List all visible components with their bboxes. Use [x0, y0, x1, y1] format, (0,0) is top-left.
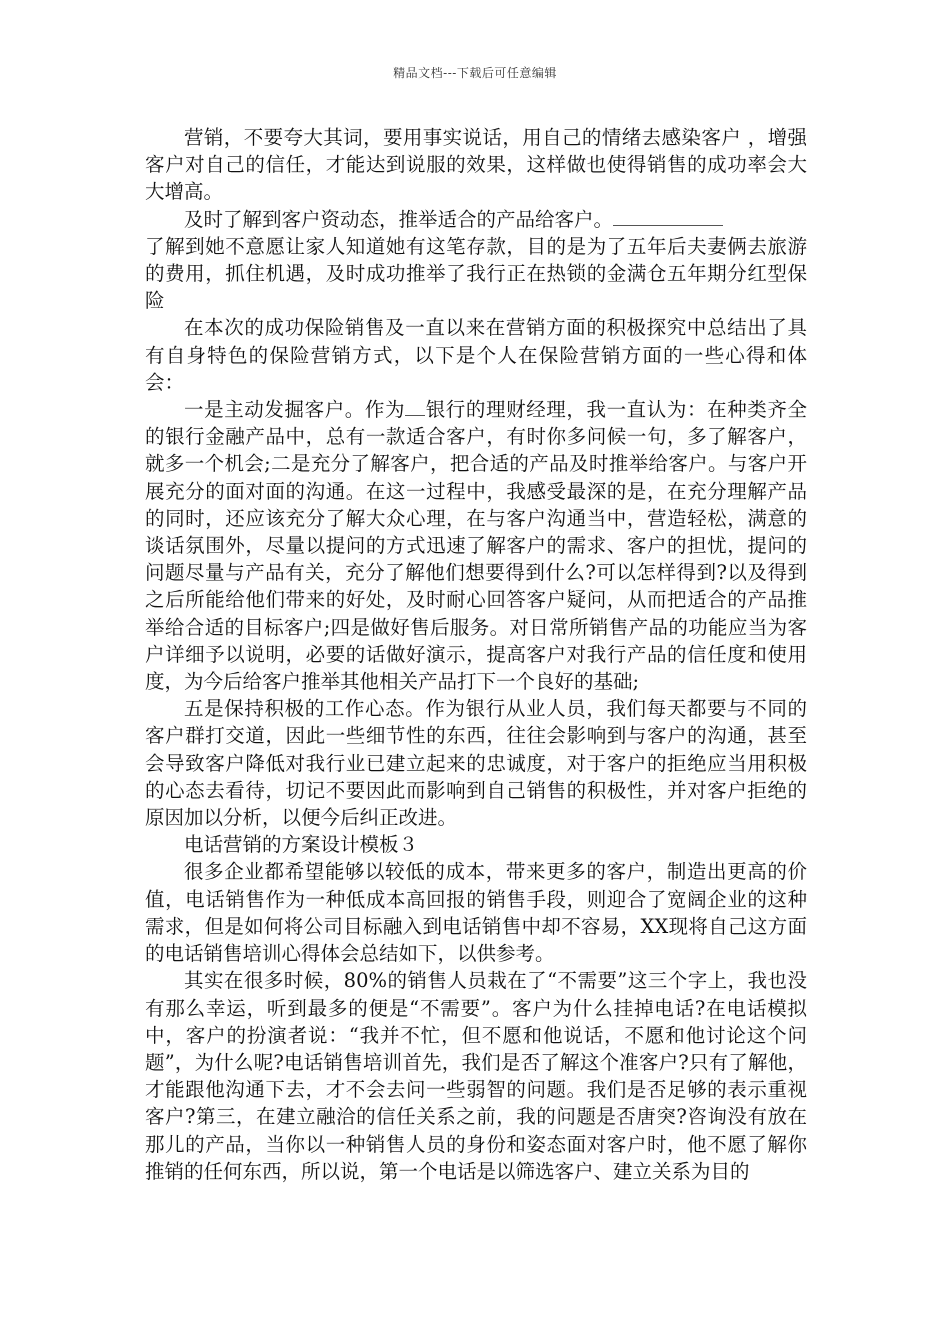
- paragraph: [145, 206, 807, 233]
- paragraph: 其实在很多时候，80%的销售人员栽在了“不需要”这三个字上，我也没有那么幸运，听到最多的便是“不需要”。客户为什么挂掉电话?在电话模拟中，客户的扮演者说：“我并不忙，但不愿和他说话，不愿和他讨论这个问题”，为什么呢?电话销售培训首先，我们是否了解这个准客户?只有了解他，才能跟他沟通下去，才不会去问一些弱智的问题。我们是否足够的表示重视客户?第三，在建立融洽的信任关系之前，我的问题是否唐突?咨询没有放在那儿的产品，当你以一种销售人员的身份和姿态面对客户时，他不愿了解你推销的任何东西，所以说，第一个电话是以筛选客户、建立关系为目的: [145, 969, 807, 1183]
- document-body: [145, 124, 807, 1185]
- page-header: 精品文档---下载后可任意编辑: [393, 66, 557, 80]
- paragraph: 营销，不要夸大其词，要用事实说话，用自己的情绪去感染客户 ，增强客户对自己的信任，才能达到说服的效果，这样做也使得销售的成功率会大大增高。: [145, 126, 807, 204]
- fill-in-blank: [405, 397, 425, 416]
- paragraph: 在本次的成功保险销售及一直以来在营销方面的积极探究中总结出了具有自身特色的保险营销方式，以下是个人在保险营销方面的一些心得和体会：: [145, 316, 807, 394]
- paragraph: 很多企业都希望能够以较低的成本，带来更多的客户，制造出更高的价值，电话销售作为一种低成本高回报的销售手段，则迎合了宽阔企业的这种需求，但是如何将公司目标融入到电话销售中却不容易，XX现将自己这方面的电话销售培训心得体会总结如下，以供参考。: [145, 860, 807, 966]
- paragraph: 了解到她不意愿让家人知道她有这笔存款，目的是为了五年后夫妻俩去旅游的费用，抓住机遇，及时成功推举了我行正在热锁的金满仓五年期分红型保险: [145, 234, 807, 313]
- paragraph-text: 银行的理财经理，我一直认为：在种类齐全的银行金融产品中，总有一款适合客户，有时你多问候一句，多了解客户，就多一个机会;二是充分了解客户，把合适的产品及时推举给客户。与客户开展充分的面对面的沟通。在这一过程中，我感受最深的是，在充分理解产品的同时，还应该充分了解大众心理，在与客户沟通当中，营造轻松，满意的谈话氛围外，尽量以提问的方式迅速了解客户的需求、客户的担忧，提问的问题尽量与产品有关，充分了解他们想要得到什么?可以怎样得到?以及得到之后所能给他们带来的好处，及时耐心回答客户疑问，从而把适合的产品推举给合适的目标客户;四是做好售后服务。对日常所销售产品的功能应当为客户详细予以说明，必要的话做好演示，提高客户对我行产品的信任度和使用度，为今后给客户推举其他相关产品打下一个良好的基础;: [145, 398, 807, 694]
- paragraph-text: 一是主动发掘客户。作为: [184, 398, 406, 422]
- section-heading: 电话营销的方案设计模板３: [184, 833, 419, 857]
- paragraph-text: 及时了解到客户资动态，推举适合的产品给客户。: [184, 207, 614, 231]
- paragraph: [145, 396, 807, 695]
- paragraph: 五是保持积极的工作心态。作为银行从业人员，我们每天都要与不同的客户群打交道，因此一些细节性的东西，往往会影响到与客户的沟通，甚至会导致客户降低对我行业已建立起来的忠诚度，对于客户的拒绝应当用积极的心态去看待，切记不要因此而影响到自己销售的积极性，并对客户拒绝的原因加以分析，以便今后纠正改进。: [145, 697, 807, 830]
- fill-in-blank: [613, 207, 723, 226]
